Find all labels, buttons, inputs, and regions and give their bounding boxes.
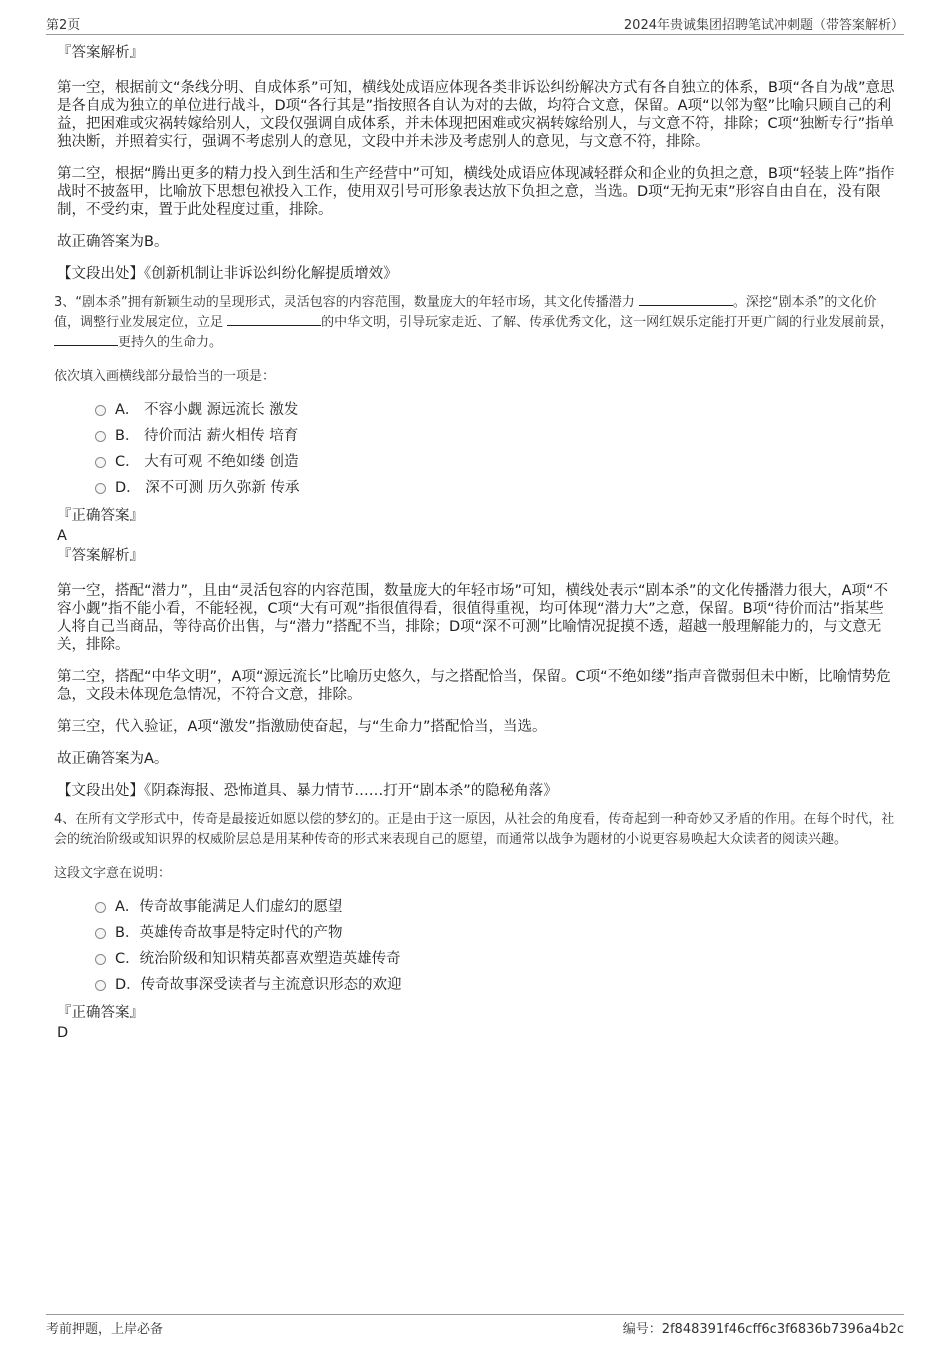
radio-icon[interactable] — [95, 431, 106, 442]
page-header — [46, 14, 904, 35]
radio-icon[interactable] — [95, 902, 106, 913]
q3-options — [95, 397, 897, 501]
q3-stem-part-3: 的中华文明，引导玩家走近、了解、传承优秀文化，这一网红娱乐定能打开更广阔的行业发展前景， — [321, 315, 894, 330]
document-title: 2024年贵诚集团招聘笔试冲刺题（带答案解析） — [623, 18, 904, 33]
radio-icon[interactable] — [95, 405, 106, 416]
q3-analysis-p3: 第三空，代入验证，A项“激发”指激励使奋起，与“生命力”搭配恰当，当选。 — [57, 719, 547, 735]
q3-analysis-p1: 第一空，搭配“潜力”，且由“灵活包容的内容范围，数量庞大的年轻市场”可知，横线处表示“剧本杀”的文化传播潜力很大，A项“不容小觑”指不能小看，不能轻视，C项“大有可观”指很值得看，很值得重视，均可体现“潜力大”之意，保留。B项“待价而沽”指某些人将自己当商品，等待高价出售，与“潜力”搭配不当，排除；D项“深不可测”比喻情况捉摸不透，超越一般理解能力的，与文意无关，排除。 — [57, 583, 888, 653]
q4-prompt: 这段文字意在说明： — [54, 866, 172, 881]
q4-option-c[interactable]: C．统治阶级和知识精英都喜欢塑造英雄传奇 — [95, 946, 897, 972]
q4-option-a[interactable]: A．传奇故事能满足人们虚幻的愿望 — [95, 894, 897, 920]
page-footer — [46, 1314, 904, 1337]
q2-conclusion: 故正确答案为B。 — [57, 234, 169, 250]
radio-icon[interactable] — [95, 980, 106, 991]
q3-blank-2 — [227, 313, 321, 326]
q3-stem-part-2: 。深挖“剧本杀”的文化价值，调整行业发展定位，立足 — [54, 295, 877, 330]
document-id: 编号：2f848391f46cff6c3f6836b7396a4b2c — [622, 1322, 904, 1337]
q3-prompt: 依次填入画横线部分最恰当的一项是： — [54, 369, 276, 384]
footer-slogan: 考前押题，上岸必备 — [46, 1322, 164, 1337]
q4-correct-answer: D — [57, 1025, 69, 1041]
q3-option-d[interactable]: D． 深不可测 历久弥新 传承 — [95, 475, 897, 501]
q4-option-d[interactable]: D．传奇故事深受读者与主流意识形态的欢迎 — [95, 972, 897, 998]
q3-blank-3 — [54, 333, 118, 346]
radio-icon[interactable] — [95, 483, 106, 494]
q4-stem: 4、在所有文学形式中，传奇是最接近如愿以偿的梦幻的。正是由于这一原因，从社会的角度看，传奇起到一种奇妙又矛盾的作用。在每个时代，社会的统治阶级或知识界的权威阶层总是用某种传奇的形式来表现自己的愿望，而通常以战争为题材的小说更容易唤起大众读者的阅读兴趣。 — [54, 812, 895, 847]
q3-correct-label: 『正确答案』 — [57, 508, 144, 524]
q3-analysis-label: 『答案解析』 — [57, 548, 144, 564]
q3-conclusion: 故正确答案为A。 — [57, 751, 169, 767]
q3-correct-answer: A — [57, 528, 67, 544]
q2-source: 【文段出处】《创新机制让非诉讼纠纷化解提质增效》 — [57, 266, 398, 282]
q3-source: 【文段出处】《阴森海报、恐怖道具、暴力情节……打开“剧本杀”的隐秘角落》 — [57, 783, 558, 799]
q3-stem — [54, 293, 897, 353]
q2-analysis-label: 『答案解析』 — [57, 45, 144, 61]
q4-option-b[interactable]: B．英雄传奇故事是特定时代的产物 — [95, 920, 897, 946]
document-body — [54, 44, 897, 1044]
q3-stem-part-1: 3、“剧本杀”拥有新颖生动的呈现形式，灵活包容的内容范围，数量庞大的年轻市场，其文化传播潜力 — [54, 295, 635, 310]
q4-options — [95, 894, 897, 998]
q3-analysis-p2: 第二空，搭配“中华文明”，A项“源远流长”比喻历史悠久，与之搭配恰当，保留。C项“不绝如缕”指声音微弱但未中断，比喻情势危急，文段未体现危急情况，不符合文意，排除。 — [57, 669, 891, 703]
radio-icon[interactable] — [95, 928, 106, 939]
radio-icon[interactable] — [95, 954, 106, 965]
page-number: 第2页 — [46, 18, 81, 33]
q3-option-a[interactable]: A． 不容小觑 源远流长 激发 — [95, 397, 897, 423]
q4-correct-label: 『正确答案』 — [57, 1005, 144, 1021]
q3-stem-part-4: 更持久的生命力。 — [118, 335, 223, 350]
q2-analysis-p1: 第一空，根据前文“条线分明、自成体系”可知，横线处成语应体现各类非诉讼纠纷解决方式有各自独立的体系，B项“各自为战”意思是各自成为独立的单位进行战斗，D项“各行其是”指按照各自认为对的去做，均符合文意，保留。A项“以邻为壑”比喻只顾自己的利益，把困难或灾祸转嫁给别人，文段仅强调自成体系，并未体现把困难或灾祸转嫁给别人，与文意不符，排除；C项“独断专行”指单独决断，并照着实行，强调不考虑别人的意见，文段中并未涉及考虑别人的意见，与文意不符，排除。 — [57, 80, 895, 150]
q2-analysis-p2: 第二空，根据“腾出更多的精力投入到生活和生产经营中”可知，横线处成语应体现减轻群众和企业的负担之意，B项“轻装上阵”指作战时不披盔甲，比喻放下思想包袱投入工作，使用双引号可形象表达放下负担之意，当选。D项“无拘无束”形容自由自在，没有限制，不受约束，置于此处程度过重，排除。 — [57, 166, 895, 218]
radio-icon[interactable] — [95, 457, 106, 468]
q3-blank-1 — [639, 293, 733, 306]
q3-option-b[interactable]: B． 待价而沽 薪火相传 培育 — [95, 423, 897, 449]
q3-option-c[interactable]: C． 大有可观 不绝如缕 创造 — [95, 449, 897, 475]
